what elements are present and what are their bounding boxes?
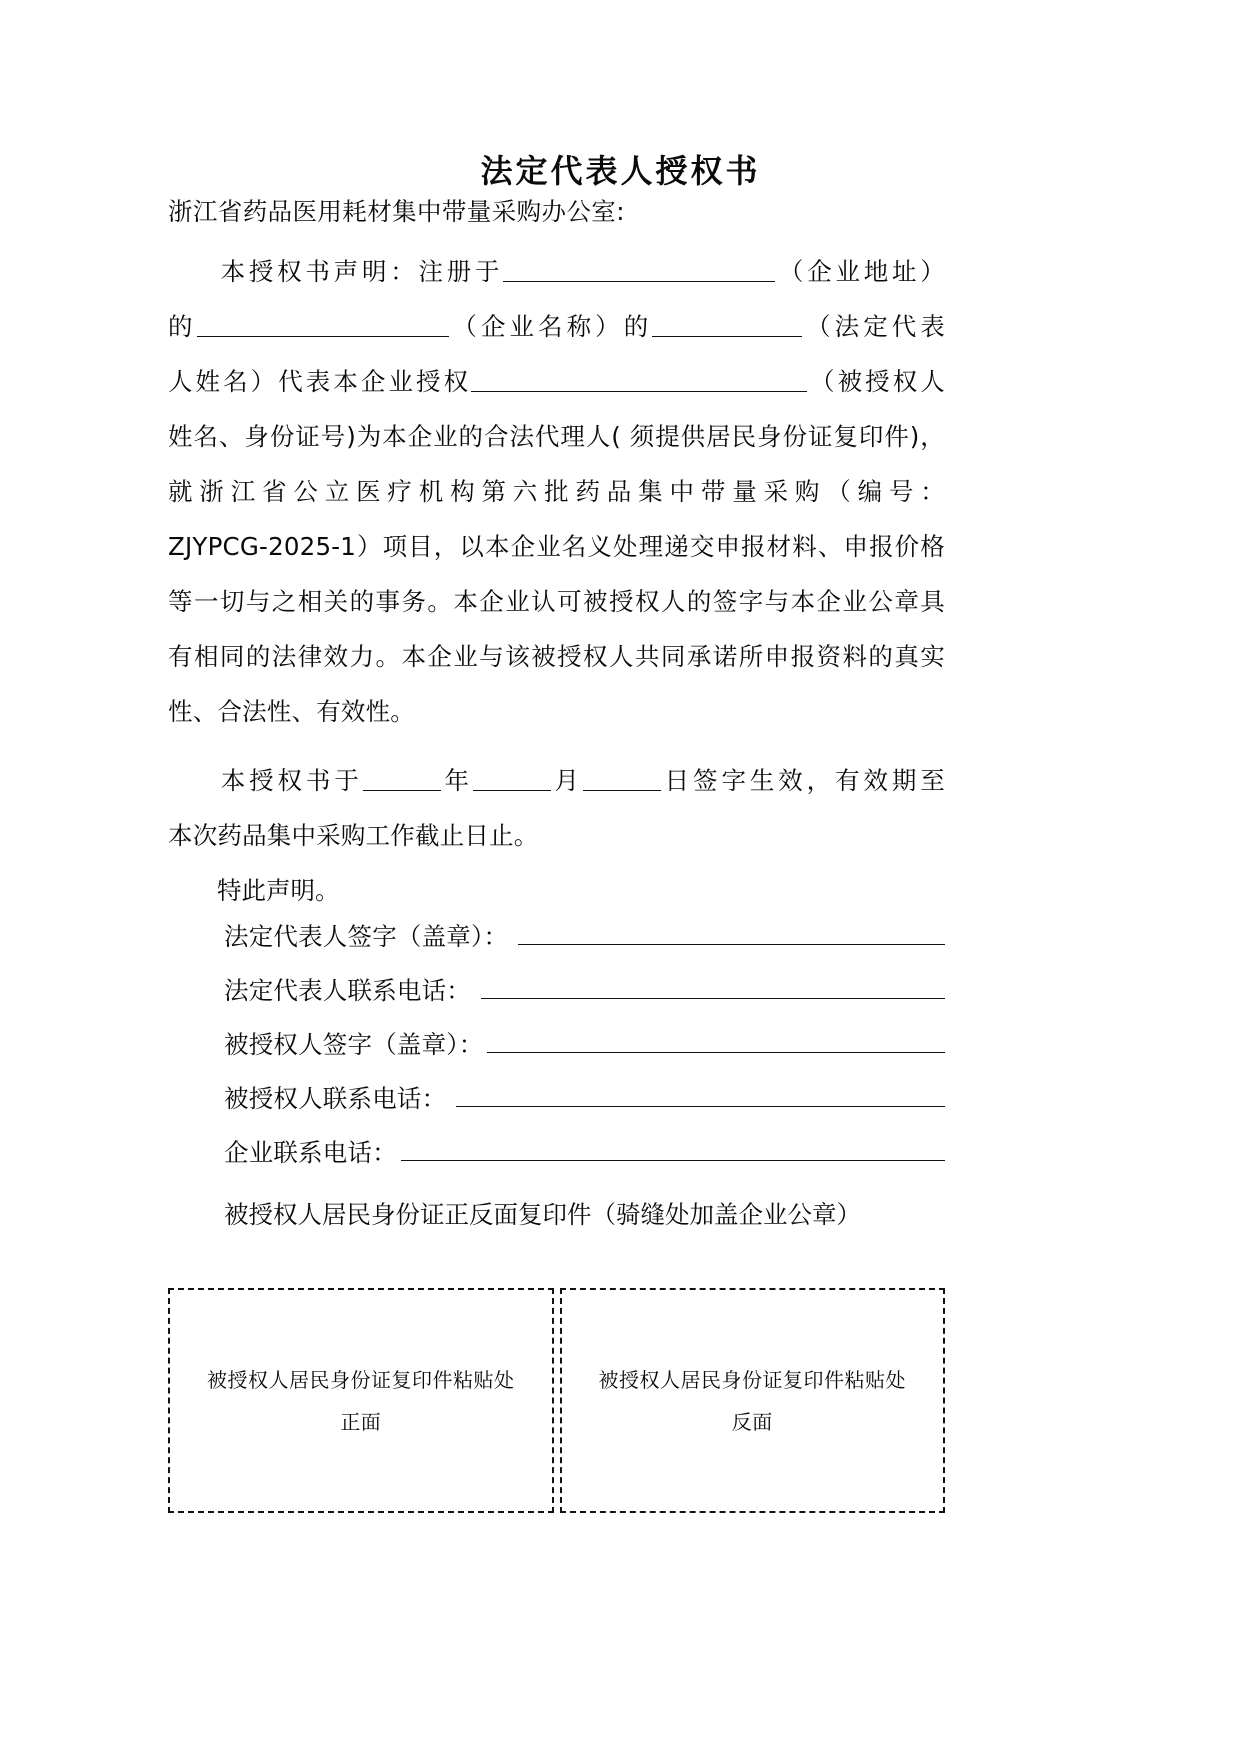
- signature-label-company-phone: 企业联系电话：: [224, 1137, 397, 1167]
- signature-field-agent-phone[interactable]: [456, 1081, 945, 1107]
- blank-month[interactable]: [473, 765, 551, 791]
- date-paragraph-line-2: 本次药品集中采购工作截止日止。: [168, 820, 539, 850]
- date-paragraph: [168, 753, 945, 863]
- signature-field-legal-rep-phone[interactable]: [481, 973, 945, 999]
- blank-company-address[interactable]: [503, 256, 775, 282]
- signature-row-company-phone: [168, 1134, 945, 1188]
- declaration-text: 特此声明。: [217, 875, 340, 905]
- paragraph-line-3: [168, 354, 945, 409]
- signature-field-company-phone[interactable]: [401, 1135, 945, 1161]
- blank-company-name[interactable]: [197, 311, 449, 337]
- paragraph-line-1-text-a: 本授权书声明：注册于: [217, 256, 504, 286]
- idcard-front-text: 被授权人居民身份证复印件粘贴处: [207, 1367, 515, 1392]
- paragraph-line-1-text-b: （企业地址）: [775, 256, 946, 286]
- paragraph-line-8: 有相同的法律效力。本企业与该被授权人共同承诺所申报资料的真实: [168, 641, 945, 671]
- paragraph-line-4: 姓名、身份证号)为本企业的合法代理人( 须提供居民身份证复印件)，: [168, 421, 945, 451]
- paragraph-line-6: ZJYPCG-2025-1）项目，以本企业名义处理递交申报材料、申报价格: [168, 531, 945, 561]
- paragraph-line-3-text-b: （被授权人: [807, 366, 945, 396]
- paragraph-line-2-text-b: （企业名称）的: [448, 311, 653, 341]
- blank-authorized-person[interactable]: [471, 366, 807, 392]
- paragraph-line-2: [168, 299, 945, 354]
- page-title: 法定代表人授权书: [480, 152, 761, 191]
- paragraph-line-5: 就浙江省公立医疗机构第六批药品集中带量采购（编号：: [168, 476, 945, 506]
- declaration-line: [168, 863, 945, 918]
- idcard-back-side: 反面: [731, 1409, 773, 1434]
- idcard-paste-box-front[interactable]: [168, 1288, 554, 1513]
- paragraph-line-3-text-a: 人姓名）代表本企业授权: [168, 366, 472, 396]
- blank-day[interactable]: [583, 765, 661, 791]
- paragraph-line-2-text-c: （法定代表: [802, 311, 946, 341]
- signature-field-legal-rep-sign[interactable]: [518, 919, 945, 945]
- month-label: 月: [550, 765, 583, 795]
- main-paragraph: [168, 244, 945, 739]
- signature-row-legal-rep-phone: [168, 972, 945, 1026]
- signature-row-agent-sign: [168, 1026, 945, 1080]
- signature-row-legal-rep-sign: [168, 918, 945, 972]
- year-label: 年: [440, 765, 473, 795]
- blank-legal-representative-name[interactable]: [652, 311, 802, 337]
- signature-label-legal-rep-phone: 法定代表人联系电话：: [224, 975, 471, 1005]
- date-text-a: 本授权书于: [217, 765, 363, 795]
- paragraph-line-1: [168, 244, 945, 299]
- paragraph-line-2-text-a: 的: [168, 311, 197, 341]
- paragraph-line-9: 性、合法性、有效性。: [168, 696, 415, 726]
- signature-row-agent-phone: [168, 1080, 945, 1134]
- idcard-front-side: 正面: [340, 1409, 382, 1434]
- signature-block: [168, 918, 945, 1188]
- signature-label-agent-phone: 被授权人联系电话：: [224, 1083, 447, 1113]
- addressee-line: 浙江省药品医用耗材集中带量采购办公室:: [168, 197, 625, 226]
- document-body: [168, 196, 945, 1242]
- idcard-caption: 被授权人居民身份证正反面复印件（骑缝处加盖企业公章）: [224, 1199, 861, 1229]
- paragraph-line-7: 等一切与之相关的事务。本企业认可被授权人的签字与本企业公章具: [168, 586, 945, 616]
- idcard-back-text: 被授权人居民身份证复印件粘贴处: [598, 1367, 906, 1392]
- signature-label-legal-rep-sign: 法定代表人签字（盖章）：: [224, 921, 509, 951]
- paragraph-spacer: [168, 739, 945, 753]
- date-paragraph-line-1: [168, 753, 945, 808]
- blank-year[interactable]: [363, 765, 441, 791]
- signature-field-agent-sign[interactable]: [487, 1027, 945, 1053]
- date-text-b: 日签字生效，有效期至: [660, 765, 945, 795]
- signature-label-agent-sign: 被授权人签字（盖章）：: [224, 1029, 484, 1059]
- idcard-paste-area: [168, 1288, 945, 1513]
- idcard-paste-box-back[interactable]: [560, 1288, 946, 1513]
